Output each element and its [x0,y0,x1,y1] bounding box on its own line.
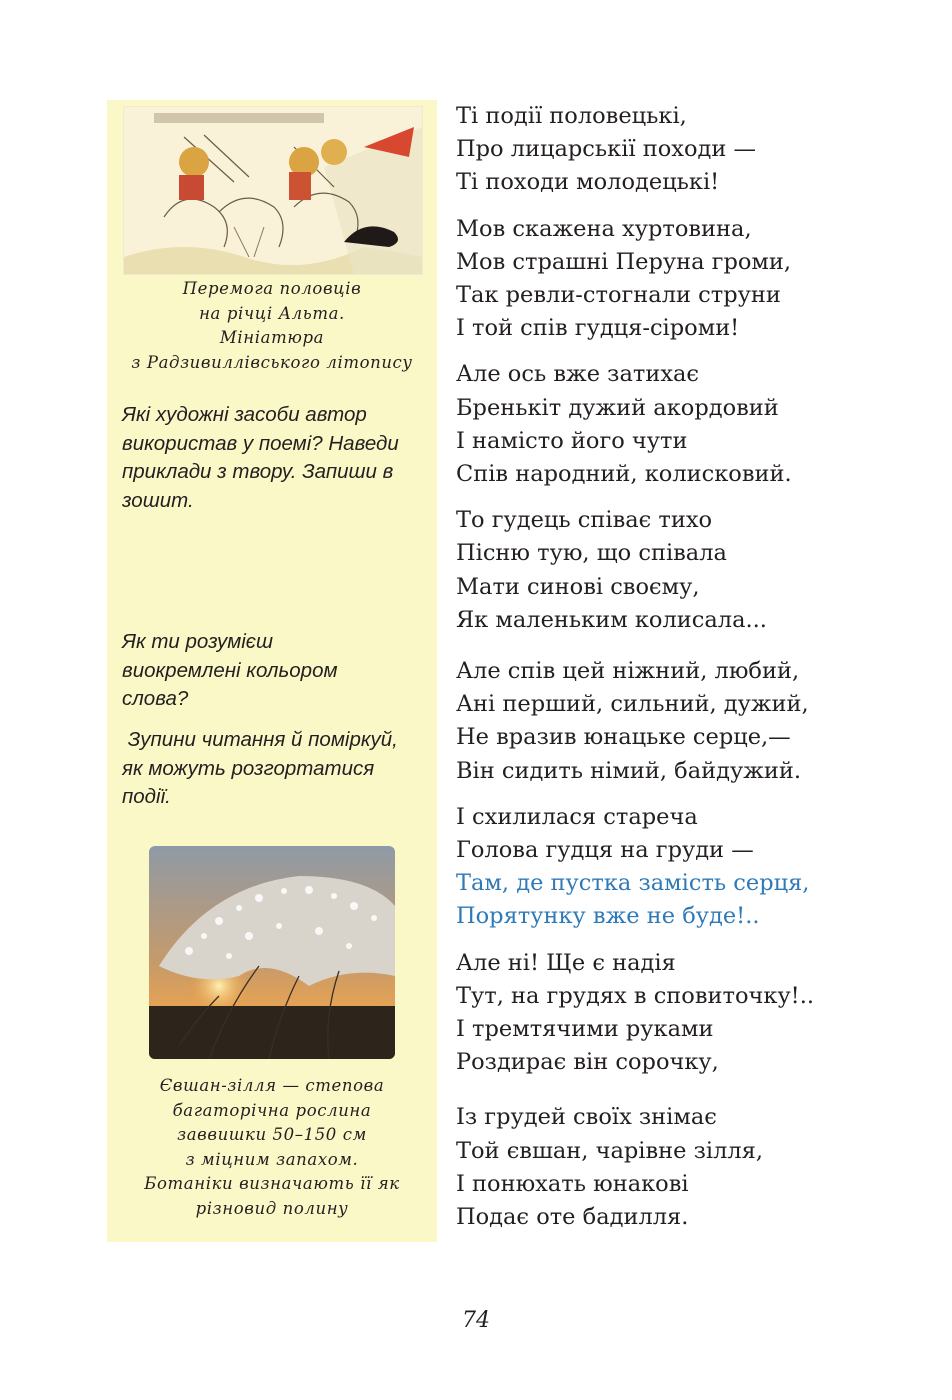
poem-line: Так ревли-стогнали струни [456,282,781,309]
poem-line: Як маленьким колисала... [456,606,767,633]
poem-line: І понюхать юнакові [456,1170,689,1197]
poem-line: І намісто його чути [456,427,688,454]
poem-line: Не вразив юнацьке серце,— [456,724,791,751]
poem-line: Тут, на грудях в сповиточку!.. [456,982,815,1009]
stanza [456,947,936,1080]
poem-line: Мов скажена хуртовина, [456,215,752,242]
poem-line: Той євшан, чарівне зілля, [456,1137,764,1164]
stanza [456,1101,936,1234]
caption-line: заввишки 50–150 см [177,1125,367,1144]
highlighted-poem-line: Там, де пустка замість серця, [456,870,810,897]
page-number: 74 [462,1308,490,1333]
question-line: зошит. [122,488,194,512]
question-line: слова? [122,687,189,710]
question-artistic-means [122,401,427,515]
poem-line: Ані перший, сильний, дужий, [456,691,809,718]
question-highlighted-words [122,628,427,714]
stanza [456,213,936,346]
caption-line: різновид полину [195,1198,349,1218]
wormwood-caption [107,1074,437,1221]
sidebar-panel [107,100,437,1242]
poem-line: Ті події половецькі, [456,103,687,129]
question-line: Зупини читання й поміркуй, [122,728,398,751]
caption-line: Ботаніки визначають її як [144,1174,400,1193]
caption-line: на річці Альта. [199,303,345,323]
poem-line: І той спів гудця-сіроми! [456,315,740,342]
poem-line: Подає оте бадилля. [456,1204,689,1231]
poem-line: Але ні! Ще є надія [456,949,676,976]
caption-line: з міцним запахом. [185,1149,359,1169]
stanza [456,801,936,934]
stanza [456,655,936,788]
question-line: виокремлені кольором [122,658,338,682]
miniature-caption [107,277,437,375]
caption-line: з Радзивиллівського літопису [131,352,413,372]
poem-line: Але ось вже затихає [456,361,700,388]
stanza [456,358,936,491]
caption-line: Мініатюра [219,328,325,347]
poem-line: Спів народний, колисковий. [456,461,792,488]
wormwood-photo [149,846,395,1059]
stanza [456,100,936,200]
poem-line: Ті походи молодецькі! [456,169,720,196]
caption-line: Перемога половців [182,279,362,298]
question-line: події. [122,785,171,808]
poem-line: Він сидить німий, байдужий. [456,757,802,784]
question-line: як можуть розгортатися [122,756,375,780]
caption-line: багаторічна рослина [172,1100,372,1120]
poem-line: Із грудей своїх знімає [456,1104,717,1131]
question-line: приклади з твору. Запиши в [122,460,394,483]
poem-text [456,100,936,1247]
question-line: використав у поемі? Наведи [122,431,399,455]
poem-line: Роздирає він сорочку, [456,1049,719,1076]
highlighted-poem-line: Порятунку вже не буде!.. [456,903,760,930]
poem-line: Про лицарськії походи — [456,136,757,163]
caption-line: Євшан-зілля — степова [159,1076,385,1095]
poem-line: І схилилася стареча [456,803,698,830]
poem-line: Пісню тую, що співала [456,540,727,567]
poem-line: Але спів цей ніжний, любий, [456,658,800,685]
question-line: Як ти розумієш [122,630,273,653]
poem-line: І тремтячими руками [456,1016,714,1043]
poem-line: То гудець співає тихо [456,507,713,534]
poem-line: Мов страшні Перуна громи, [456,248,792,275]
question-stop-reading [122,726,427,812]
stanza [456,504,936,637]
poem-line: Голова гудця на груди — [456,837,754,864]
poem-line: Бренькіт дужий акордовий [456,394,779,421]
poem-line: Мати синові своєму, [456,573,700,600]
chronicle-miniature-image [123,106,423,275]
question-line: Які художні засоби автор [122,403,367,426]
